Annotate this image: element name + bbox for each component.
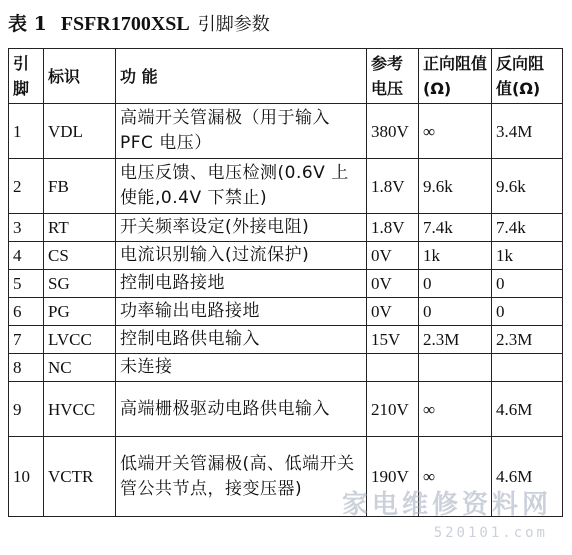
pin-forward-resistance: 0 (419, 298, 492, 326)
pin-voltage: 380V (367, 104, 419, 159)
pin-mark: NC (44, 354, 116, 382)
pin-number: 1 (9, 104, 44, 159)
pin-mark: VCTR (44, 437, 116, 517)
pin-forward-resistance: 0 (419, 270, 492, 298)
pin-number: 4 (9, 242, 44, 270)
pin-mark: FB (44, 159, 116, 214)
pin-mark: SG (44, 270, 116, 298)
pin-parameter-table (8, 48, 563, 517)
pin-function: 开关频率设定(外接电阻) (116, 214, 367, 242)
pin-function: 控制电路供电输入 (116, 326, 367, 354)
pin-function: 电流识别输入(过流保护) (116, 242, 367, 270)
table-header-row (9, 49, 563, 104)
table-row (9, 104, 563, 159)
header-function: 功 能 (116, 49, 367, 104)
pin-function: 控制电路接地 (116, 270, 367, 298)
caption-label: 表 1 (8, 13, 47, 35)
watermark: 家电维修资料网 (341, 490, 552, 520)
pin-reverse-resistance: 4.6M (492, 437, 563, 517)
pin-number: 5 (9, 270, 44, 298)
pin-voltage: 190V (367, 437, 419, 517)
header-forward-resistance: 正向阻值(Ω) (419, 49, 492, 104)
pin-mark: RT (44, 214, 116, 242)
pin-forward-resistance: 7.4k (419, 214, 492, 242)
pin-mark: PG (44, 298, 116, 326)
pin-forward-resistance: 1k (419, 242, 492, 270)
pin-number: 2 (9, 159, 44, 214)
pin-number: 10 (9, 437, 44, 517)
header-mark: 标识 (44, 49, 116, 104)
table-row (9, 354, 563, 382)
pin-number: 3 (9, 214, 44, 242)
pin-number: 8 (9, 354, 44, 382)
caption-text: 引脚参数 (197, 14, 270, 35)
watermark-url: 520101.com (433, 525, 548, 541)
table-row (9, 242, 563, 270)
pin-forward-resistance: 9.6k (419, 159, 492, 214)
table-row (9, 214, 563, 242)
table-caption (8, 6, 270, 42)
pin-number: 9 (9, 382, 44, 437)
table-row (9, 270, 563, 298)
pin-mark: LVCC (44, 326, 116, 354)
pin-reverse-resistance: 0 (492, 298, 563, 326)
pin-reverse-resistance (492, 354, 563, 382)
pin-reverse-resistance: 7.4k (492, 214, 563, 242)
pin-voltage: 1.8V (367, 159, 419, 214)
pin-voltage: 0V (367, 270, 419, 298)
table-row (9, 159, 563, 214)
pin-voltage: 0V (367, 298, 419, 326)
pin-reverse-resistance: 0 (492, 270, 563, 298)
pin-voltage: 210V (367, 382, 419, 437)
pin-reverse-resistance: 2.3M (492, 326, 563, 354)
header-ref-voltage: 参考电压 (367, 49, 419, 104)
pin-function: 高端栅极驱动电路供电输入 (116, 382, 367, 437)
pin-voltage: 1.8V (367, 214, 419, 242)
pin-function: 电压反馈、电压检测(0.6V 上使能,0.4V 下禁止) (116, 159, 367, 214)
pin-voltage: 0V (367, 242, 419, 270)
pin-forward-resistance (419, 354, 492, 382)
pin-reverse-resistance: 9.6k (492, 159, 563, 214)
pin-number: 6 (9, 298, 44, 326)
pin-function: 低端开关管漏极(高、低端开关管公共节点，接变压器) (116, 437, 367, 517)
pin-mark: CS (44, 242, 116, 270)
pin-reverse-resistance: 3.4M (492, 104, 563, 159)
caption-code: FSFR1700XSL (60, 13, 190, 35)
header-pin: 引脚 (9, 49, 44, 104)
pin-mark: HVCC (44, 382, 116, 437)
pin-reverse-resistance: 4.6M (492, 382, 563, 437)
pin-voltage: 15V (367, 326, 419, 354)
table-row (9, 382, 563, 437)
pin-number: 7 (9, 326, 44, 354)
pin-function: 高端开关管漏极（用于输入 PFC 电压） (116, 104, 367, 159)
pin-forward-resistance: ∞ (419, 382, 492, 437)
pin-forward-resistance: 2.3M (419, 326, 492, 354)
pin-function: 未连接 (116, 354, 367, 382)
pin-forward-resistance: ∞ (419, 437, 492, 517)
pin-forward-resistance: ∞ (419, 104, 492, 159)
header-reverse-resistance: 反向阻值(Ω) (492, 49, 563, 104)
pin-mark: VDL (44, 104, 116, 159)
pin-reverse-resistance: 1k (492, 242, 563, 270)
pin-voltage (367, 354, 419, 382)
pin-function: 功率输出电路接地 (116, 298, 367, 326)
table-row (9, 326, 563, 354)
table-row (9, 298, 563, 326)
